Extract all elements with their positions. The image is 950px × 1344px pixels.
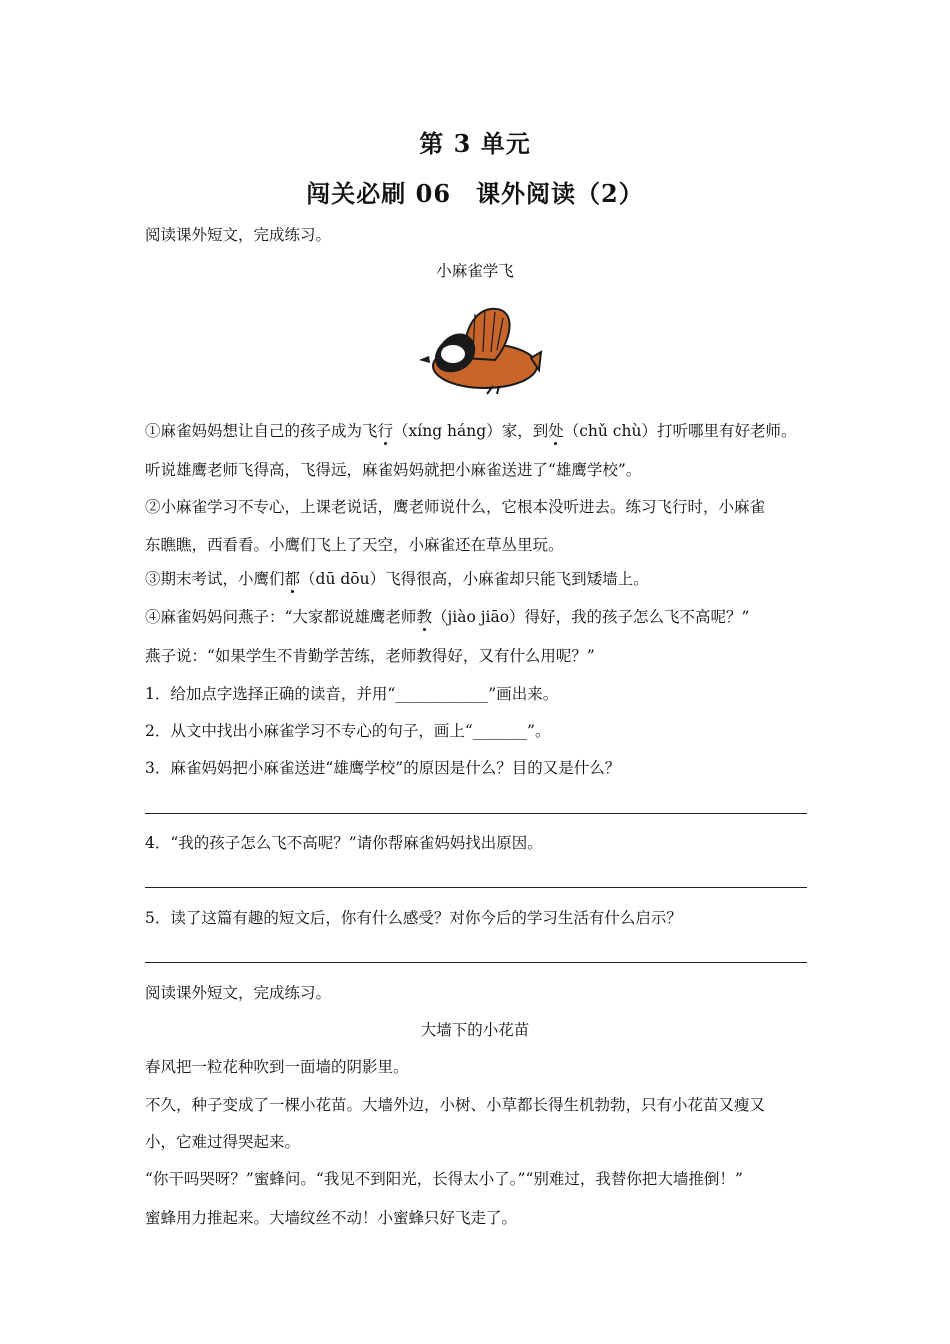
paragraph-3 — [145, 568, 810, 590]
p4-text-a: ④麻雀妈妈问燕子：“大家都说雄鹰老师 — [145, 608, 417, 626]
story2-line-3: 小，它难过得哭起来。 — [145, 1133, 301, 1151]
p3-text-b: （dū dōu）飞得很高，小麻雀却只能飞到矮墙上。 — [300, 570, 649, 588]
story2-line-2: 不久，种子变成了一棵小花苗。大墙外边，小树、小草都长得生机勃勃，只有小花苗又瘦又 — [145, 1096, 766, 1114]
p4-text-b: （jiào jiāo）得好，我的孩子怎么飞不高呢？” — [431, 608, 750, 626]
story2-line-5: 蜜蜂用力推起来。大墙纹丝不动！小蜜蜂只好飞走了。 — [145, 1209, 518, 1227]
story2-line-1: 春风把一粒花种吹到一面墙的阴影里。 — [145, 1058, 409, 1076]
story-title-sparrow: 小麻雀学飞 — [436, 262, 514, 280]
p1-text-a: ①麻雀妈妈想让自己的孩子成为飞 — [145, 422, 378, 440]
section1-instruction: 阅读课外短文，完成练习。 — [145, 226, 332, 244]
answer-line-4[interactable] — [145, 887, 807, 888]
lesson-title: 闯关必刷 06 课外阅读（2） — [306, 179, 644, 208]
question-2: 2．从文中找出小麻雀学习不专心的句子，画上“_______”。 — [145, 722, 551, 740]
answer-line-3[interactable] — [145, 813, 807, 814]
question-5: 5．读了这篇有趣的短文后，你有什么感受？对你今后的学习生活有什么启示？ — [145, 909, 682, 927]
paragraph-1-line-1 — [145, 420, 810, 442]
dotted-char-jiao: 教 — [416, 608, 432, 626]
section2-instruction: 阅读课外短文，完成练习。 — [145, 984, 332, 1002]
story2-line-4: “你干吗哭呀？”蜜蜂问。“我见不到阳光，长得太小了。”“别难过，我替你把大墙推倒！” — [145, 1170, 743, 1188]
sparrow-illustration — [413, 300, 543, 396]
p3-text-a: ③期末考试，小鹰们 — [145, 570, 285, 588]
answer-line-5[interactable] — [145, 962, 807, 963]
p1-text-b: （xíng háng）家，到 — [393, 422, 549, 440]
p1-text-c: （chǔ chù）打听哪里有好老师。 — [563, 422, 797, 440]
question-3: 3．麻雀妈妈把小麻雀送进“雄鹰学校”的原因是什么？目的又是什么？ — [145, 759, 621, 777]
unit-title: 第 3 单元 — [419, 129, 531, 158]
paragraph-4-line-1 — [145, 606, 810, 628]
dotted-char-dou: 都 — [284, 570, 301, 588]
question-4: 4．“我的孩子怎么飞不高呢？”请你帮麻雀妈妈找出原因。 — [145, 834, 543, 852]
dotted-char-chu: 处 — [548, 422, 564, 440]
paragraph-1-line-2: 听说雄鹰老师飞得高，飞得远，麻雀妈妈就把小麻雀送进了“雄鹰学校”。 — [145, 461, 642, 479]
paragraph-4-line-2: 燕子说：“如果学生不肯勤学苦练，老师教得好，又有什么用呢？” — [145, 647, 595, 665]
story-title-flower: 大墙下的小花苗 — [420, 1021, 530, 1039]
question-1: 1．给加点字选择正确的读音，并用“____________”画出来。 — [145, 685, 559, 703]
paragraph-2-line-2: 东瞧瞧，西看看。小鹰们飞上了天空，小麻雀还在草丛里玩。 — [145, 536, 564, 554]
paragraph-2-line-1: ②小麻雀学习不专心，上课老说话，鹰老师说什么，它根本没听进去。练习飞行时，小麻雀 — [145, 498, 766, 516]
dotted-char-xing: 行 — [377, 422, 394, 440]
